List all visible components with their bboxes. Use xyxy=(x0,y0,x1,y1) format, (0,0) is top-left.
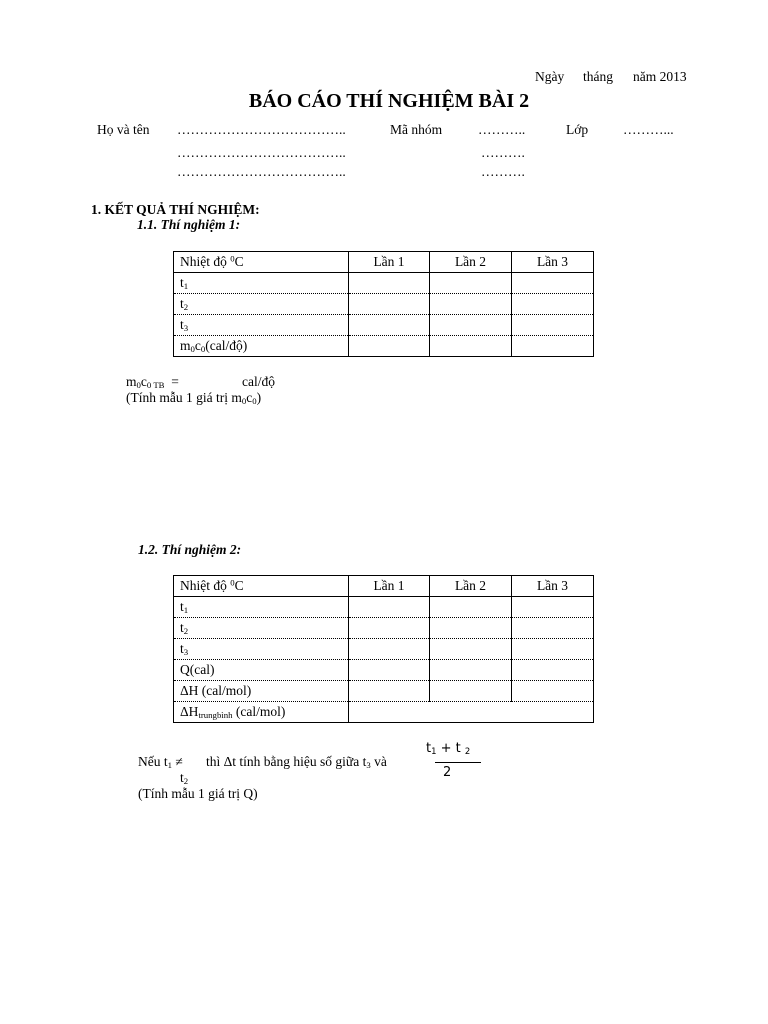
column-trial-2: Lần 2 xyxy=(430,576,512,597)
results-table-1 xyxy=(173,251,594,357)
row-label-t1: $t_1$ xyxy=(174,597,349,618)
input-cell[interactable] xyxy=(512,681,594,702)
input-cell[interactable] xyxy=(430,618,512,639)
row-label-t3: $t_3$ xyxy=(174,315,349,336)
sample-calc-note-2: (Tính mẫu 1 giá trị Q) xyxy=(138,786,258,801)
condition-text-2: thì Δt tính bằng hiệu số giữa $t_3$ và xyxy=(206,754,387,771)
input-cell[interactable] xyxy=(430,681,512,702)
input-cell[interactable] xyxy=(349,315,430,336)
row-label-q: Q(cal) xyxy=(174,660,349,681)
group-dots-2: ………. xyxy=(481,145,525,160)
input-cell[interactable] xyxy=(349,618,430,639)
condition-text: Nếu $t_1$ ≠ xyxy=(138,754,183,771)
table-row xyxy=(174,660,594,681)
page-title: BÁO CÁO THÍ NGHIỆM BÀI 2 xyxy=(248,90,530,112)
table-row xyxy=(174,681,594,702)
date-month-label: tháng xyxy=(583,69,613,84)
input-cell[interactable] xyxy=(430,660,512,681)
name-dots-2: ……………………………….. xyxy=(177,145,346,160)
fraction-bar xyxy=(435,762,481,763)
temperature-header: Nhiệt độ $^0$C xyxy=(174,252,349,273)
input-cell[interactable] xyxy=(349,681,430,702)
row-label-delta-h: ΔH (cal/mol) xyxy=(174,681,349,702)
input-cell[interactable] xyxy=(349,597,430,618)
section-1-heading: 1. KẾT QUẢ THÍ NGHIỆM: xyxy=(91,202,260,217)
class-label: Lớp xyxy=(566,122,589,137)
name-dots-1: ……………………………….. xyxy=(177,122,346,137)
average-formula: $m_0c_{0 TB}$ = xyxy=(126,374,179,391)
input-cell[interactable] xyxy=(512,660,594,681)
date-day-label: Ngày xyxy=(535,69,565,84)
table-row xyxy=(174,618,594,639)
row-label-m0c0: $m_0c_0(cal/độ)$ xyxy=(174,336,349,357)
row-label-t1: $t_1$ xyxy=(174,273,349,294)
input-cell[interactable] xyxy=(512,273,594,294)
input-cell[interactable] xyxy=(430,639,512,660)
input-cell[interactable] xyxy=(430,336,512,357)
input-cell[interactable] xyxy=(430,294,512,315)
table-header-row xyxy=(174,252,594,273)
input-cell[interactable] xyxy=(430,315,512,336)
table-row xyxy=(174,336,594,357)
table-row xyxy=(174,273,594,294)
experiment-1-heading: 1.1. Thí nghiệm 1: xyxy=(137,217,241,232)
row-label-t2: $t_2$ xyxy=(174,618,349,639)
date-year-label: năm 2013 xyxy=(633,69,687,84)
input-cell[interactable] xyxy=(512,336,594,357)
experiment-2-heading: 1.2. Thí nghiệm 2: xyxy=(138,542,242,557)
column-trial-2: Lần 2 xyxy=(430,252,512,273)
table-header-row xyxy=(174,576,594,597)
input-cell[interactable] xyxy=(512,294,594,315)
input-cell[interactable] xyxy=(512,597,594,618)
sample-calc-note-1: (Tính mẫu 1 giá trị $m_0c_0$) xyxy=(126,390,262,407)
input-cell[interactable] xyxy=(512,639,594,660)
table-row xyxy=(174,315,594,336)
fraction-denominator: 2 xyxy=(443,765,452,780)
group-dots-3: ………. xyxy=(481,164,525,179)
group-label: Mã nhóm xyxy=(390,122,443,137)
row-label-delta-h-average: $\Delta H_{trungbình}$ (cal/mol) xyxy=(174,702,349,723)
column-trial-3: Lần 3 xyxy=(512,252,594,273)
column-trial-3: Lần 3 xyxy=(512,576,594,597)
input-cell[interactable] xyxy=(349,660,430,681)
input-cell[interactable] xyxy=(512,315,594,336)
input-cell[interactable] xyxy=(430,597,512,618)
row-label-t3: $t_3$ xyxy=(174,639,349,660)
row-label-t2: $t_2$ xyxy=(174,294,349,315)
input-cell[interactable] xyxy=(349,336,430,357)
table-row xyxy=(174,639,594,660)
input-cell[interactable] xyxy=(349,639,430,660)
input-cell[interactable] xyxy=(512,618,594,639)
name-label: Họ và tên xyxy=(97,122,150,137)
input-cell[interactable] xyxy=(349,273,430,294)
average-unit: cal/độ xyxy=(242,374,275,389)
column-trial-1: Lần 1 xyxy=(349,576,430,597)
table-row xyxy=(174,597,594,618)
column-trial-1: Lần 1 xyxy=(349,252,430,273)
fraction-numerator: $t_1 + t$ $_2$ xyxy=(426,741,471,757)
name-dots-3: ……………………………….. xyxy=(177,164,346,179)
temperature-header: Nhiệt độ $^0$C xyxy=(174,576,349,597)
input-cell[interactable] xyxy=(430,273,512,294)
table-row xyxy=(174,702,594,723)
condition-t2: $t_2$ xyxy=(180,770,189,787)
class-dots: ………... xyxy=(623,122,674,137)
input-cell[interactable] xyxy=(349,294,430,315)
results-table-2 xyxy=(173,575,594,723)
group-dots-1: ……….. xyxy=(478,122,526,137)
table-row xyxy=(174,294,594,315)
input-cell-merged[interactable] xyxy=(349,702,594,723)
